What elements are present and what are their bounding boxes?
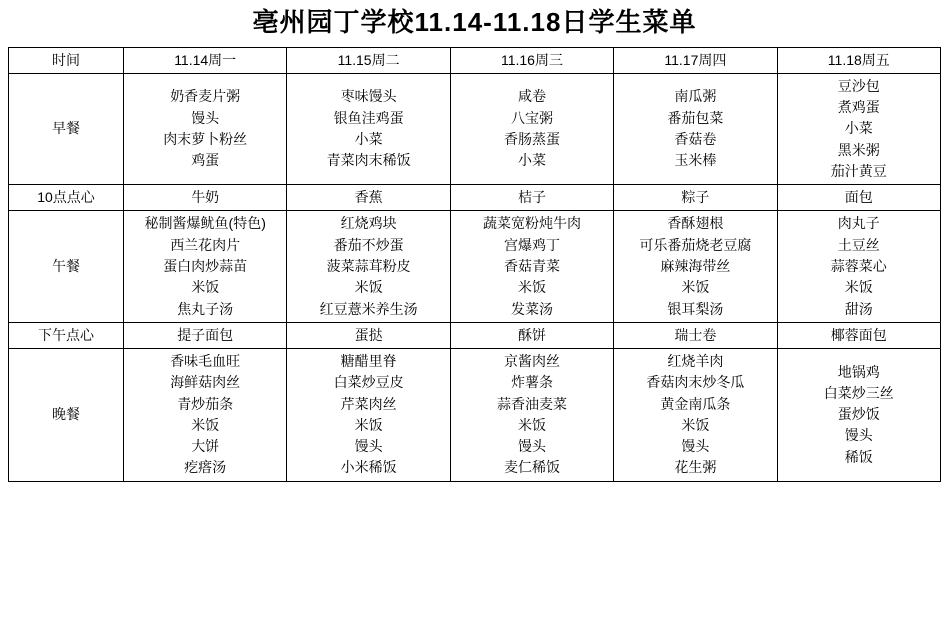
cell-breakfast-thursday: [614, 73, 777, 184]
menu-item: 焦丸子汤: [177, 300, 234, 317]
menu-item: 宫爆鸡丁: [503, 236, 560, 253]
menu-item: 土豆丝: [837, 236, 880, 253]
menu-item: 南瓜粥: [674, 88, 717, 105]
menu-item: 银耳梨汤: [667, 300, 724, 317]
cell-afternoon-snack-thursday: [614, 322, 777, 348]
menu-item: 番茄不炒蛋: [333, 236, 404, 253]
menu-item: 香菇青菜: [503, 257, 560, 274]
cell-dinner-friday: [777, 349, 940, 482]
menu-item: 京酱肉丝: [503, 353, 560, 370]
cell-breakfast-tuesday: [287, 73, 450, 184]
menu-item: 香菇肉末炒冬瓜: [646, 374, 745, 391]
header-day-monday: 11.14周一: [124, 47, 287, 73]
menu-item: 银鱼洼鸡蛋: [333, 109, 404, 126]
menu-item: 海鲜菇肉丝: [170, 374, 241, 391]
menu-item: 米饭: [191, 279, 220, 296]
menu-item: 米饭: [681, 416, 710, 433]
cell-morning-snack-monday: [124, 185, 287, 211]
menu-item: 馒头: [354, 438, 383, 455]
cell-lunch-friday: [777, 211, 940, 322]
cell-breakfast-friday: [777, 73, 940, 184]
row-label-breakfast: 早餐: [9, 73, 124, 184]
page-title: 亳州园丁学校11.14-11.18日学生菜单: [252, 7, 697, 37]
table-row-breakfast: [9, 73, 941, 184]
menu-item: 蛋炒饭: [837, 406, 880, 423]
cell-dinner-thursday: [614, 349, 777, 482]
header-day-tuesday: 11.15周二: [287, 47, 450, 73]
menu-item: 肉丸子: [837, 215, 880, 232]
menu-item: 瑞士卷: [674, 326, 717, 343]
cell-dinner-wednesday: [450, 349, 613, 482]
menu-item: 白菜炒豆皮: [333, 374, 404, 391]
menu-item: 馒头: [844, 427, 873, 444]
menu-item: 大饼: [191, 438, 220, 455]
menu-item: 粽子: [681, 189, 710, 206]
menu-item: 茄汁黄豆: [830, 162, 887, 179]
menu-item: 鸡蛋: [191, 152, 220, 169]
header-time-label: 时间: [9, 47, 124, 73]
menu-item: 小米稀饭: [340, 459, 397, 476]
menu-item: 米饭: [517, 279, 546, 296]
menu-item: 香肠蒸蛋: [503, 131, 560, 148]
menu-item: 奶香麦片粥: [170, 88, 241, 105]
menu-item: 牛奶: [191, 189, 220, 206]
table-row-dinner: [9, 349, 941, 482]
menu-item: 酥饼: [517, 326, 546, 343]
menu-item: 黑米粥: [837, 141, 880, 158]
menu-item: 青炒茄条: [177, 395, 234, 412]
menu-item: 红烧鸡块: [340, 215, 397, 232]
menu-item: 桔子: [517, 189, 546, 206]
cell-breakfast-wednesday: [450, 73, 613, 184]
menu-item: 香味毛血旺: [170, 353, 241, 370]
cell-breakfast-monday: [124, 73, 287, 184]
row-label-morning-snack: 10点点心: [9, 185, 124, 211]
header-day-friday: 11.18周五: [777, 47, 940, 73]
menu-item: 米饭: [517, 416, 546, 433]
weekly-menu-table: [8, 47, 941, 482]
menu-item: 馒头: [517, 438, 546, 455]
table-row-lunch: [9, 211, 941, 322]
menu-item: 椰蓉面包: [830, 326, 887, 343]
menu-item: 稀饭: [844, 448, 873, 465]
menu-item: 黄金南瓜条: [660, 395, 731, 412]
cell-morning-snack-wednesday: [450, 185, 613, 211]
menu-item: 疙瘩汤: [184, 459, 227, 476]
menu-item: 蔬菜宽粉炖牛肉: [482, 215, 581, 232]
table-header-row: [9, 47, 941, 73]
cell-afternoon-snack-monday: [124, 322, 287, 348]
menu-item: 八宝粥: [510, 109, 553, 126]
table-row-morning-snack: [9, 185, 941, 211]
menu-item: 芹菜肉丝: [340, 395, 397, 412]
cell-lunch-monday: [124, 211, 287, 322]
menu-item: 番茄包菜: [667, 109, 724, 126]
menu-item: 米饭: [354, 279, 383, 296]
cell-morning-snack-tuesday: [287, 185, 450, 211]
menu-item: 甜汤: [844, 300, 873, 317]
menu-item: 提子面包: [177, 326, 234, 343]
menu-item: 玉米棒: [674, 152, 717, 169]
menu-item: 香酥翅根: [667, 215, 724, 232]
menu-item: 麦仁稀饭: [503, 459, 560, 476]
menu-item: 炸薯条: [510, 374, 553, 391]
cell-afternoon-snack-tuesday: [287, 322, 450, 348]
cell-afternoon-snack-friday: [777, 322, 940, 348]
menu-item: 米饭: [844, 279, 873, 296]
cell-afternoon-snack-wednesday: [450, 322, 613, 348]
menu-item: 秘制酱爆鱿鱼(特色): [144, 215, 266, 232]
menu-item: 西兰花肉片: [170, 236, 241, 253]
header-day-wednesday: 11.16周三: [450, 47, 613, 73]
cell-lunch-wednesday: [450, 211, 613, 322]
menu-item: 发菜汤: [510, 300, 553, 317]
menu-item: 香蕉: [354, 189, 383, 206]
menu-item: 面包: [844, 189, 873, 206]
row-label-lunch: 午餐: [9, 211, 124, 322]
menu-item: 蛋白肉炒蒜苗: [163, 257, 248, 274]
cell-lunch-thursday: [614, 211, 777, 322]
menu-item: 小菜: [517, 152, 546, 169]
menu-item: 枣味馒头: [340, 88, 397, 105]
menu-item: 蒜蓉菜心: [830, 257, 887, 274]
menu-item: 可乐番茄烧老豆腐: [639, 236, 752, 253]
cell-lunch-tuesday: [287, 211, 450, 322]
cell-dinner-monday: [124, 349, 287, 482]
menu-item: 咸卷: [517, 88, 546, 105]
menu-item: 糖醋里脊: [340, 353, 397, 370]
menu-item: 菠菜蒜茸粉皮: [326, 257, 411, 274]
menu-item: 青菜肉末稀饭: [326, 152, 411, 169]
menu-item: 米饭: [681, 279, 710, 296]
menu-item: 白菜炒三丝: [823, 384, 894, 401]
menu-item: 馒头: [191, 109, 220, 126]
header-day-thursday: 11.17周四: [614, 47, 777, 73]
menu-item: 馒头: [681, 438, 710, 455]
menu-item: 红豆薏米养生汤: [319, 300, 418, 317]
cell-morning-snack-thursday: [614, 185, 777, 211]
cell-morning-snack-friday: [777, 185, 940, 211]
cell-dinner-tuesday: [287, 349, 450, 482]
row-label-dinner: 晚餐: [9, 349, 124, 482]
menu-item: 肉末萝卜粉丝: [163, 131, 248, 148]
menu-item: 煮鸡蛋: [837, 99, 880, 116]
menu-item: 花生粥: [674, 459, 717, 476]
menu-item: 小菜: [354, 131, 383, 148]
menu-item: 蒜香油麦菜: [496, 395, 567, 412]
menu-item: 米饭: [191, 416, 220, 433]
table-row-afternoon-snack: [9, 322, 941, 348]
menu-item: 蛋挞: [354, 326, 383, 343]
menu-item: 地锅鸡: [837, 363, 880, 380]
menu-item: 麻辣海带丝: [660, 257, 731, 274]
menu-item: 豆沙包: [837, 77, 880, 94]
row-label-afternoon-snack: 下午点心: [9, 322, 124, 348]
menu-item: 米饭: [354, 416, 383, 433]
menu-item: 香菇卷: [674, 131, 717, 148]
menu-item: 小菜: [844, 120, 873, 137]
menu-item: 红烧羊肉: [667, 353, 724, 370]
